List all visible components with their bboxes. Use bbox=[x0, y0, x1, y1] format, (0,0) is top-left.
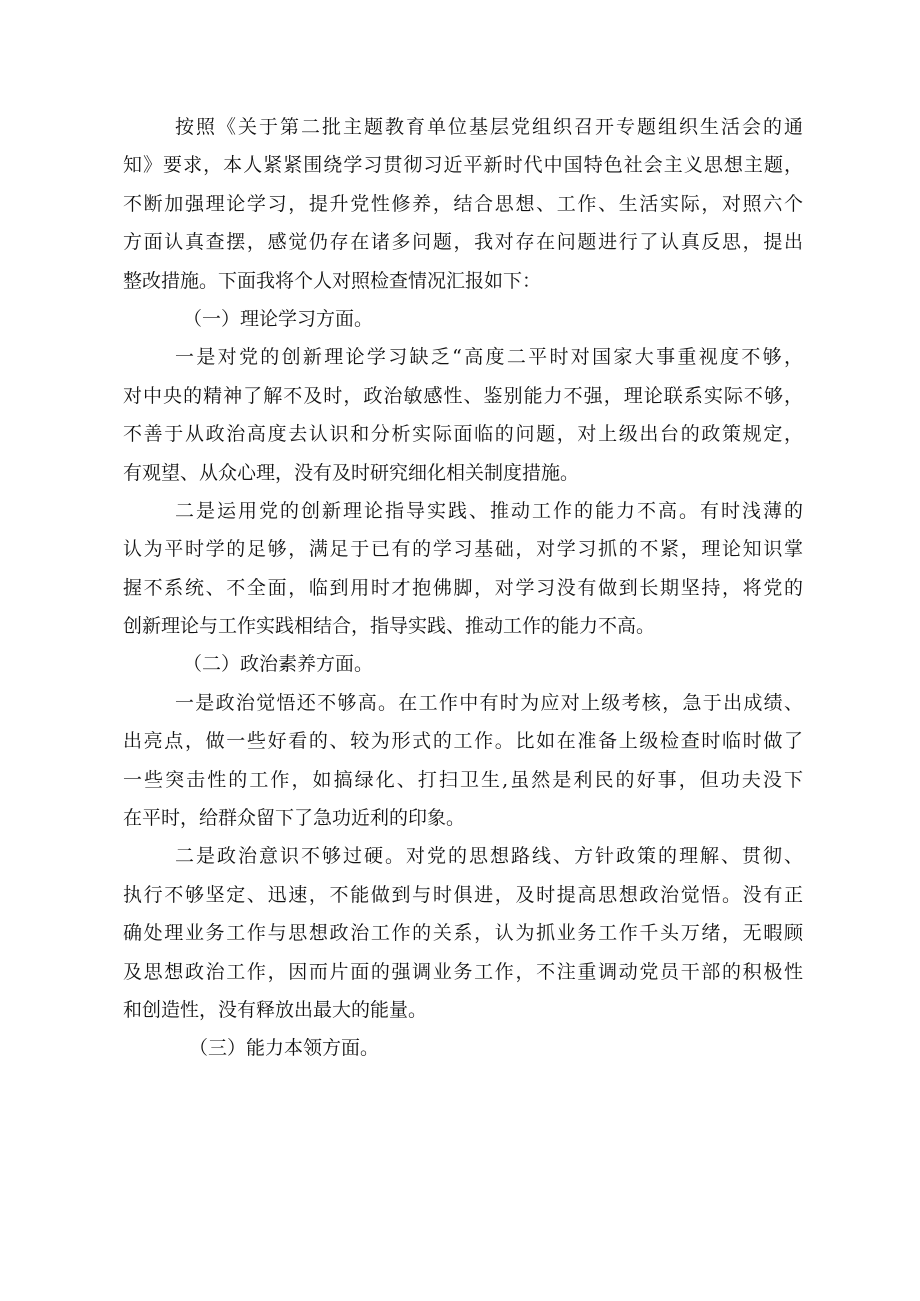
text-line: 按照《关于第二批主题教育单位基层党组织召开专题组织生活会的通 bbox=[175, 116, 803, 138]
paragraph-theory-2 bbox=[123, 492, 803, 646]
text-line: 知》要求，本人紧紧围绕学习贯彻习近平新时代中国特色社会主义思想主题， bbox=[123, 154, 803, 177]
paragraph-theory-1 bbox=[123, 338, 803, 492]
text-line: 一是政治觉悟还不够高。在工作中有时为应对上级考核，急于出成绩、 bbox=[175, 691, 803, 714]
text-line: 创新理论与工作实践相结合，指导实践、推动工作的能力不高。 bbox=[123, 615, 656, 638]
section-heading-theory-study bbox=[123, 300, 803, 338]
text-line: 方面认真查摆，感觉仍存在诸多问题，我对存在问题进行了认真反思，提出 bbox=[123, 231, 803, 254]
text-line: 二是运用党的创新理论指导实践、推动工作的能力不高。有时浅薄的 bbox=[175, 499, 803, 522]
section-heading-ability bbox=[123, 1029, 803, 1067]
text-line: 及思想政治工作，因而片面的强调业务工作，不注重调动党员干部的积极性 bbox=[123, 960, 803, 983]
text-line: 执行不够坚定、迅速，不能做到与时俱进，及时提高思想政治觉悟。没有正 bbox=[123, 883, 803, 906]
text-line: 出亮点，做一些好看的、较为形式的工作。比如在准备上级检查时临时做了 bbox=[123, 730, 803, 753]
text-line: 二是政治意识不够过硬。对党的思想路线、方针政策的理解、贯彻、 bbox=[175, 845, 803, 868]
text-line: 一是对党的创新理论学习缺乏“高度二平时对国家大事重视度不够， bbox=[175, 346, 803, 369]
text-line: 握不系统、不全面，临到用时才抱佛脚，对学习没有做到长期坚持，将党的 bbox=[123, 576, 803, 599]
text-line: 不善于从政治高度去认识和分析实际面临的问题，对上级出台的政策规定， bbox=[123, 423, 803, 446]
section-heading: （一）理论学习方面。 bbox=[183, 307, 374, 330]
paragraph-intro bbox=[123, 108, 803, 300]
text-line: 不断加强理论学习，提升党性修养，结合思想、工作、生活实际，对照六个 bbox=[123, 192, 803, 215]
section-heading-political-quality bbox=[123, 645, 803, 683]
text-line: 在平时，给群众留下了急功近利的印象。 bbox=[123, 807, 466, 830]
paragraph-political-1 bbox=[123, 684, 803, 838]
section-heading: （二）政治素养方面。 bbox=[183, 653, 374, 676]
document-body bbox=[123, 108, 803, 1068]
text-line: 对中央的精神了解不及时，政治敏感性、鉴别能力不强，理论联系实际不够， bbox=[123, 384, 803, 407]
text-line: 整改措施。下面我将个人对照检查情况汇报如下： bbox=[123, 269, 542, 292]
section-heading: （三）能力本领方面。 bbox=[189, 1037, 380, 1060]
text-line: 确处理业务工作与思想政治工作的关系，认为抓业务工作千头万绪，无暇顾 bbox=[123, 922, 803, 945]
text-line: 有观望、从众心理，没有及时研究细化相关制度措施。 bbox=[123, 461, 580, 484]
text-line: 一些突击性的工作，如搞绿化、打扫卫生,虽然是利民的好事，但功夫没下 bbox=[123, 768, 803, 791]
text-line: 认为平时学的足够，满足于已有的学习基础，对学习抓的不紧，理论知识掌 bbox=[123, 538, 803, 561]
text-line: 和创造性，没有释放出最大的能量。 bbox=[123, 998, 428, 1021]
paragraph-political-2 bbox=[123, 837, 803, 1029]
